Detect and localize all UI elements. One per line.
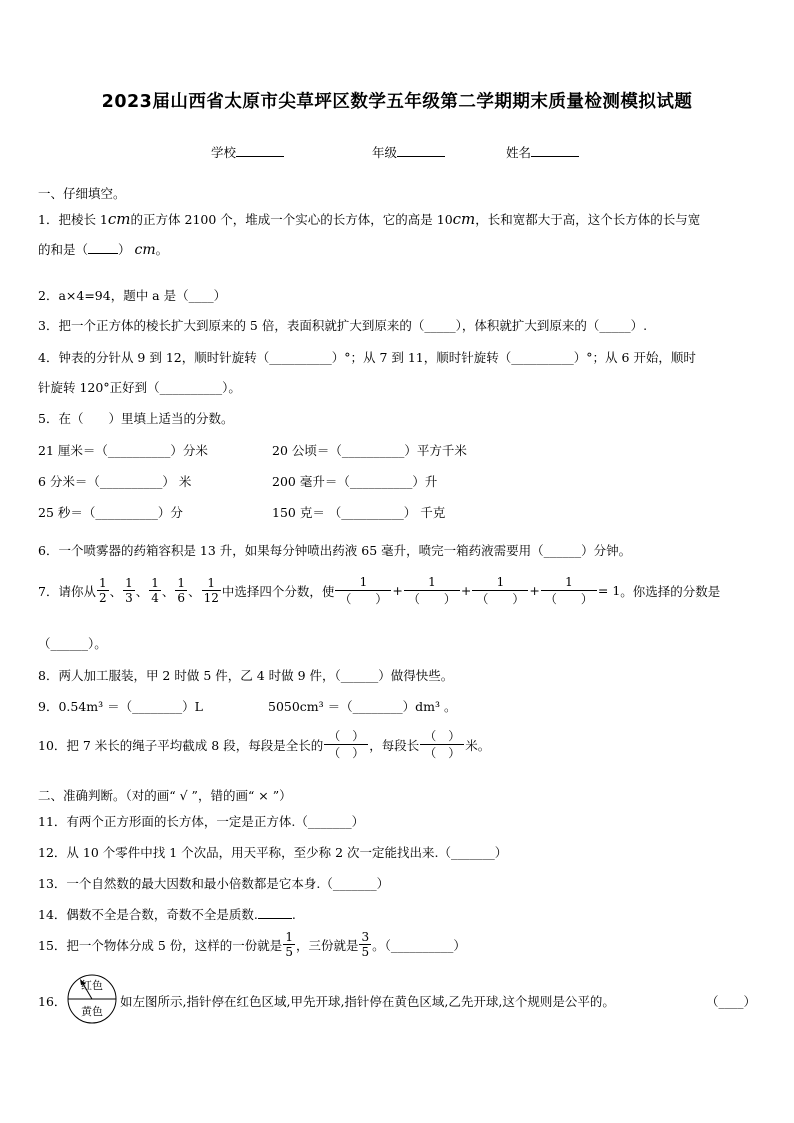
question-2: 2．a×4=94，题中 a 是（____） [38,288,227,303]
question-13: 13．一个自然数的最大因数和最小倍数都是它本身.（_______） [38,876,390,891]
question-10: 10．把 7 米长的绳子平均截成 8 段，每段是全长的 $\frac{( )}{( )}$ ，每段长 $\frac{( )}{( )}$ 米。 [38,729,491,760]
q5-row-3-left: 25 秒＝（__________）分 [38,505,183,520]
q5-row-2-left: 6 分米＝（__________） 米 [38,474,192,489]
question-7-line-2: （______）。 [38,636,107,651]
q10-blank-fraction-1[interactable]: $\frac{( )}{( )}$ [324,728,368,761]
school-label: 学校 [211,145,237,160]
spinner-yellow-label: 黄色 [81,1005,103,1018]
name-label: 姓名 [506,145,532,160]
q15-fraction-1-5: $\frac{1}{5}$ [285,930,293,959]
spinner-diagram [66,973,118,1025]
q7-blank-fraction-4[interactable]: $\frac{1}{( )}$ [541,574,597,607]
question-16-text: 如左图所示,指针停在红色区域,甲先开球,指针停在黄色区域,乙先开球,这个规则是公平的。 [120,994,615,1009]
question-8: 8．两人加工服装，甲 2 时做 5 件，乙 4 时做 9 件，（______）做得快些。 [38,668,454,683]
page-title: 2023届山西省太原市尖草坪区数学五年级第二学期期末质量检测模拟试题 [101,92,693,112]
q5-row-3-right: 150 克＝ （__________） 千克 [272,505,446,520]
q7-blank-fraction-1[interactable]: $\frac{1}{( )}$ [335,574,391,607]
question-15: 15．把一个物体分成 5 份，这样的一份就是 $\frac{1}{5}$ ，三份就是 $\frac{3}{5}$ 。（__________） [38,930,466,959]
q7-fraction-1-4: $\frac{1}{4}$ [151,576,159,605]
q7-fraction-1-6: $\frac{1}{6}$ [177,576,186,605]
section-1-heading: 一、仔细填空。 [38,186,126,201]
question-5: 5．在（ ）里填上适当的分数。 [38,411,234,426]
question-1-line-1: 1．把棱长 1cm的正方体 2100 个，堆成一个实心的长方体，它的高是 10cm，长和宽都大于高，这个长方体的长与宽 [38,210,701,228]
q7-blank-fraction-2[interactable]: $\frac{1}{( )}$ [404,574,460,607]
question-9-left: 9．0.54m³ ＝（________）L [38,699,203,714]
question-11: 11．有两个正方形面的长方体，一定是正方体.（_______） [38,814,365,829]
question-9-right: 5050cm³ ＝（________）dm³ 。 [268,699,457,714]
question-3: 3．把一个正方体的棱长扩大到原来的 5 倍，表面积就扩大到原来的（_____），体积就扩大到原来的（_____）. [38,318,648,333]
question-14: 14．偶数不全是合数，奇数不全是质数. . [38,907,296,922]
question-14-blank[interactable] [258,906,292,919]
spinner-red-label: 红色 [81,979,103,992]
q7-fraction-1-2: $\frac{1}{2}$ [98,576,107,605]
q15-fraction-3-5: $\frac{3}{5}$ [361,930,370,959]
q5-row-1-left: 21 厘米＝（__________）分米 [38,443,208,458]
name-blank[interactable] [531,144,579,157]
section-2-heading: 二、准确判断。（对的画“ √ ”，错的画“ × ”） [38,788,292,803]
question-16-number: 16． [38,994,67,1009]
question-7-line-1: 7．请你从 $\frac{1}{2}$ 、 $\frac{1}{3}$ 、 $\frac{1}{4}$ 、 $\frac{1}{6}$ 、 $\frac{1}{12}$ 中选择四个分数，使 $\frac{1}{( )}$ + $\frac{1}{( )}$ + $\frac{1}{( )}$ + $\frac{1}{( )}$ = 1 。你选择的分数是 [38,575,721,606]
grade-label: 年级 [372,145,398,160]
grade-blank[interactable] [397,144,445,157]
question-16-blank[interactable]: （____） [706,994,757,1009]
q7-fraction-1-12: $\frac{1}{12}$ [203,576,219,605]
q10-blank-fraction-2[interactable]: $\frac{( )}{( )}$ [420,728,464,761]
question-1-blank[interactable] [88,241,118,254]
q7-fraction-1-3: $\frac{1}{3}$ [125,576,133,605]
q5-row-2-right: 200 毫升＝（__________）升 [272,474,438,489]
name-field[interactable] [506,143,579,161]
q5-row-1-right: 20 公顷＝（__________）平方千米 [272,443,467,458]
question-4-line-1: 4．钟表的分针从 9 到 12，顺时针旋转（__________）°；从 7 到 11，顺时针旋转（__________）°；从 6 开始，顺时 [38,350,696,365]
school-blank[interactable] [236,144,284,157]
school-field[interactable] [211,143,284,161]
question-12: 12．从 10 个零件中找 1 个次品，用天平称，至少称 2 次一定能找出来.（_______） [38,845,508,860]
grade-field[interactable] [372,143,445,161]
q7-blank-fraction-3[interactable]: $\frac{1}{( )}$ [472,574,528,607]
question-6: 6．一个喷雾器的药箱容积是 13 升，如果每分钟喷出药液 65 毫升，喷完一箱药液需要用（______）分钟。 [38,543,632,558]
question-4-line-2: 针旋转 120°正好到（__________）。 [38,380,241,395]
question-1-line-2: 的和是（ ） cm。 [38,242,169,258]
